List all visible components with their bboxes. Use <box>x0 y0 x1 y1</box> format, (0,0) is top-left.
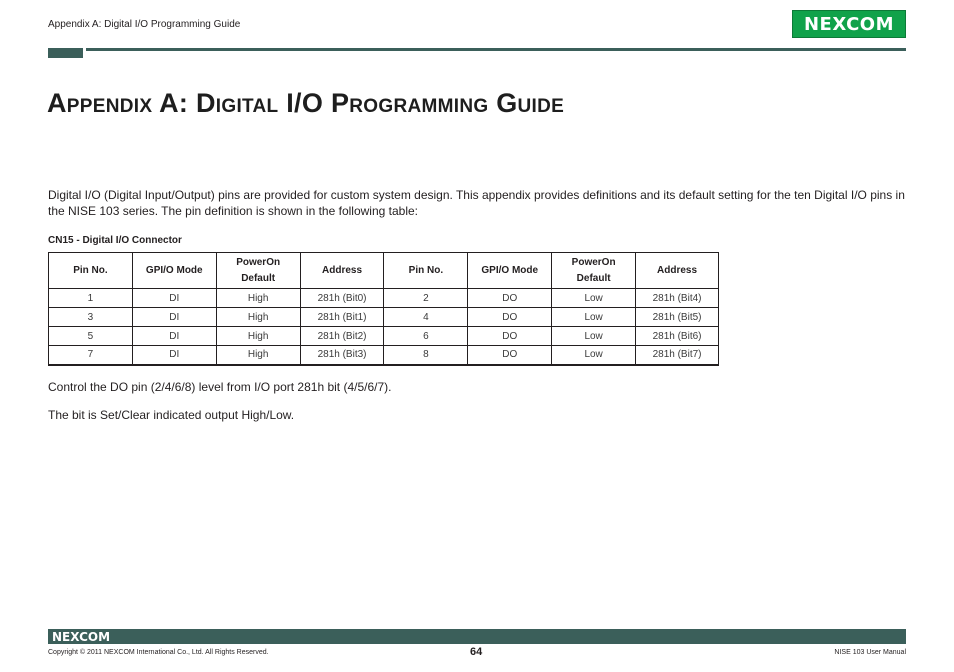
cell-default: High <box>216 308 300 327</box>
cell-address: 281h (Bit6) <box>636 327 719 346</box>
header-poweron-default <box>216 253 300 289</box>
cell-address: 281h (Bit7) <box>636 346 719 365</box>
cell-pin: 4 <box>384 308 468 327</box>
table-row <box>49 308 719 327</box>
manual-name: NISE 103 User Manual <box>834 649 906 656</box>
header-poweron-line1: PowerOn <box>571 256 616 268</box>
cell-mode: DO <box>468 308 552 327</box>
chapter-title: Appendix A: Digital I/O Programming Guide <box>47 88 565 118</box>
copyright-text: Copyright © 2011 NEXCOM International Co., Ltd. All Rights Reserved. <box>48 649 269 656</box>
cell-pin: 7 <box>49 346 133 365</box>
running-header: Appendix A: Digital I/O Programming Guide <box>48 19 241 30</box>
intro-paragraph: Digital I/O (Digital Input/Output) pins are provided for custom system design. This appendix provides definitions and its default setting for the ten Digital I/O pins in the NISE 103 series. The pin definition is shown in the following table: <box>48 188 905 218</box>
header-address: Address <box>300 253 384 289</box>
cell-pin: 6 <box>384 327 468 346</box>
page-number: 64 <box>470 646 483 658</box>
cell-default: Low <box>552 308 636 327</box>
logo-text: NEXCOM <box>803 13 895 35</box>
cell-pin: 2 <box>384 289 468 308</box>
cell-mode: DI <box>132 308 216 327</box>
header-pin-no: Pin No. <box>384 253 468 289</box>
cell-address: 281h (Bit4) <box>636 289 719 308</box>
cell-address: 281h (Bit2) <box>300 327 384 346</box>
header-gpio-mode: GPI/O Mode <box>132 253 216 289</box>
table-row <box>49 327 719 346</box>
header-gpio-mode: GPI/O Mode <box>468 253 552 289</box>
footer-logo: NEXCOM <box>52 630 111 644</box>
cell-address: 281h (Bit3) <box>300 346 384 365</box>
cell-pin: 3 <box>49 308 133 327</box>
header-pin-no: Pin No. <box>49 253 133 289</box>
cell-default: Low <box>552 327 636 346</box>
table-header-row <box>49 253 719 289</box>
table-row <box>49 289 719 308</box>
table-row <box>49 346 719 365</box>
cell-mode: DI <box>132 289 216 308</box>
nexcom-logo <box>792 10 906 38</box>
header-rule-line <box>86 48 906 51</box>
cell-address: 281h (Bit5) <box>636 308 719 327</box>
cell-mode: DO <box>468 327 552 346</box>
cell-pin: 1 <box>49 289 133 308</box>
do-control-note: Control the DO pin (2/4/6/8) level from I/O port 281h bit (4/5/6/7). <box>48 380 392 394</box>
cell-mode: DO <box>468 346 552 365</box>
cell-default: High <box>216 289 300 308</box>
cell-address: 281h (Bit0) <box>300 289 384 308</box>
cell-mode: DO <box>468 289 552 308</box>
cell-address: 281h (Bit1) <box>300 308 384 327</box>
cell-default: High <box>216 346 300 365</box>
cell-mode: DI <box>132 327 216 346</box>
cell-default: Low <box>552 346 636 365</box>
cell-default: High <box>216 327 300 346</box>
footer-bar <box>48 629 906 644</box>
header-poweron-default <box>552 253 636 289</box>
digital-io-table <box>48 252 719 366</box>
table-caption: CN15 - Digital I/O Connector <box>48 235 182 246</box>
header-rule-block <box>48 48 83 58</box>
cell-pin: 5 <box>49 327 133 346</box>
bit-set-clear-note: The bit is Set/Clear indicated output High/Low. <box>48 408 295 422</box>
cell-pin: 8 <box>384 346 468 365</box>
header-poweron-line2: Default <box>576 272 611 284</box>
cell-mode: DI <box>132 346 216 365</box>
header-poweron-line1: PowerOn <box>236 256 281 268</box>
cell-default: Low <box>552 289 636 308</box>
footer-corner-mark-icon <box>892 630 906 644</box>
header-poweron-line2: Default <box>241 272 276 284</box>
header-address: Address <box>636 253 719 289</box>
